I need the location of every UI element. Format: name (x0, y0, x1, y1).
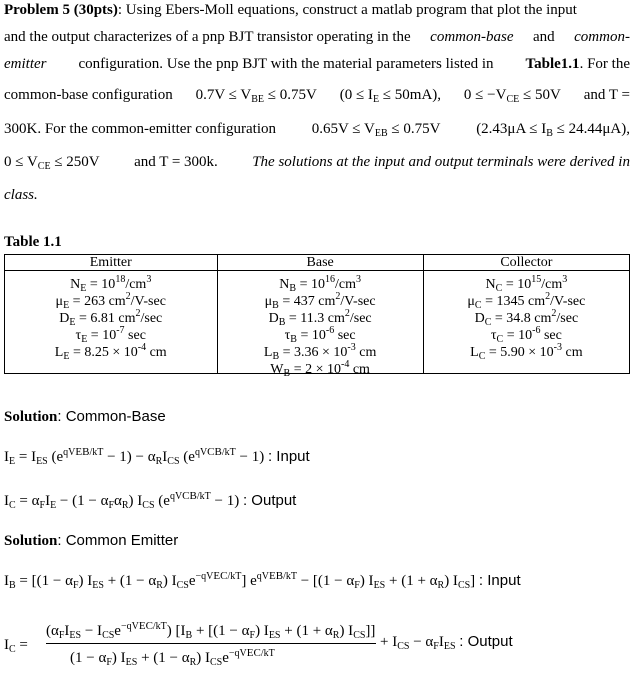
solution-cb-heading: Solution: Common-Base (4, 408, 166, 425)
problem-line-4 (4, 87, 630, 105)
base-param-row: $W_B = 2 \times 10^{-4}$ cm (270, 359, 370, 379)
problem-text: and T = 300k. (134, 154, 218, 170)
emitter-params (5, 271, 218, 374)
problem-line-3 (4, 56, 630, 73)
ce-output-fraction-bar (46, 643, 376, 644)
emitter-param-row: $D_E = 6.81$ $cm^2/\sec$ (59, 308, 163, 328)
emitter-param-row: $\tau_E = 10^{-7}$ sec (75, 325, 146, 345)
condition-veb: $0.65V \le V_{EB} \le 0.75V$ (311, 121, 441, 139)
ce-output-label: : Output (459, 633, 513, 650)
ce-input-label: : Input (478, 572, 521, 589)
base-param-row: $\tau_B = 10^{-6}$ sec (284, 325, 356, 345)
problem-emph: The solutions at the input and output terminals were derived in (252, 154, 630, 170)
problem-emph: common-base (430, 29, 514, 45)
ce-output-denominator: $(1 - \alpha_F)$ $I_{ES} + (1 - \alpha_R)$ $I_{CS}e^{-qVEC/kT}$ (70, 647, 275, 668)
base-param-row: $L_B = 3.36 \times 10^{-3}$ cm (263, 342, 377, 362)
problem-emph: class. (4, 187, 38, 203)
problem-line-7 (4, 187, 38, 204)
base-param-row: $\mu_B = 437$ $cm^2/V-\sec$ (264, 291, 376, 311)
problem-text: : Using Ebers-Moll equations, construct a matlab program that plot the input (117, 2, 577, 18)
collector-param-row: $D_C = 34.8$ $cm^2/\sec$ (474, 308, 579, 328)
collector-param-row: $L_C = 5.90 \times 10^{-3}$ cm (470, 342, 583, 362)
material-table (4, 254, 630, 379)
condition-vbe: $0.7V \le V_{BE} \le 0.75V$ (195, 87, 317, 105)
emitter-param-row: $N_E = 10^{18}/cm^3$ (70, 274, 152, 294)
problem-text: . For the (579, 56, 630, 72)
condition-vce-ce: $0 \le V_{CE} \le 250V$ (4, 154, 100, 172)
emitter-param-row: $L_E = 8.25 \times 10^{-4}$ cm (54, 342, 167, 362)
collector-param-row: $N_C = 10^{15}/cm^3$ (485, 274, 568, 294)
header-emitter: Emitter (5, 255, 218, 271)
problem-text: and the output characterizes of a pnp BJT transistor operating in the (4, 29, 411, 45)
cb-input-equation: $I_E = I_{ES}$ $(e^{qVEB/kT} - 1) - \alpha_RI_{CS}$ $(e^{qVCB/kT} - 1)$ : Input (4, 446, 310, 467)
problem-line-1 (4, 2, 630, 19)
collector-params (423, 271, 629, 374)
problem-line-6 (4, 154, 630, 172)
emitter-param-row: $\mu_E = 263$ $cm^2/V-\sec$ (55, 291, 166, 311)
collector-param-row: $\mu_C = 1345$ $cm^2/V-\sec$ (467, 291, 586, 311)
condition-ie: $(0 \le I_E \le 50mA)$, (339, 87, 442, 105)
base-param-row: $N_B = 10^{16}/cm^3$ (279, 274, 361, 294)
ce-input-equation: $I_B = [(1 - \alpha_F) I_{ES} + (1 - \alpha_R)$ $I_{CS}e^{-qVEC/kT}$] $e^{qVEB/kT} - [(1 - \alpha_F) I_{ES} + (1 + \alpha_R)$ $I_{CS}$] : Input (4, 570, 521, 591)
problem-text: and T = (583, 87, 630, 103)
problem-text: 300K. For the common-emitter configuration (4, 121, 277, 137)
cb-output-equation: $I_C = \alpha_FI_E - (1 - \alpha_F\alpha_R)$ $I_{CS}$ $(e^{qVCB/kT} - 1)$ : Output (4, 490, 297, 511)
ce-output-tail: + $I_{CS} - \alpha_FI_{ES}$ : Output (380, 633, 513, 652)
condition-ib: $(2.43\mu A \le I_B \le 24.44\mu A)$, (476, 121, 630, 139)
collector-param-row: $\tau_C = 10^{-6}$ sec (490, 325, 562, 345)
table-reference: Table1.1 (525, 56, 580, 72)
problem-text: common-base configuration (4, 87, 173, 103)
ce-output-numerator: $(\alpha_FI_{ES} - I_{CS}e^{-qVEC/kT}) [I_B + [(1 - \alpha_F) I_{ES} + (1 + \alpha_R)$ $I_{CS}$]] (46, 620, 376, 641)
base-params (217, 271, 423, 379)
header-base: Base (217, 255, 423, 271)
problem-line-2 (4, 29, 630, 46)
problem-heading: Problem 5 (30pts) (4, 2, 118, 18)
problem-emph: emitter (4, 56, 47, 72)
base-param-row: $D_B = 11.3$ $cm^2/\sec$ (268, 308, 372, 328)
cb-input-label: : Input (267, 448, 310, 465)
problem-text: and (532, 29, 555, 45)
problem-text: configuration. Use the pnp BJT with the material parameters listed in (78, 56, 494, 72)
solution-ce-heading: Solution: Common Emitter (4, 532, 179, 549)
condition-vce: $0 \le -V_{CE} \le 50V$ (463, 87, 561, 105)
cb-output-label: : Output (242, 492, 297, 509)
problem-line-5 (4, 121, 630, 139)
table-title: Table 1.1 (4, 234, 62, 250)
problem-emph: common- (574, 29, 630, 45)
header-collector: Collector (423, 255, 629, 271)
